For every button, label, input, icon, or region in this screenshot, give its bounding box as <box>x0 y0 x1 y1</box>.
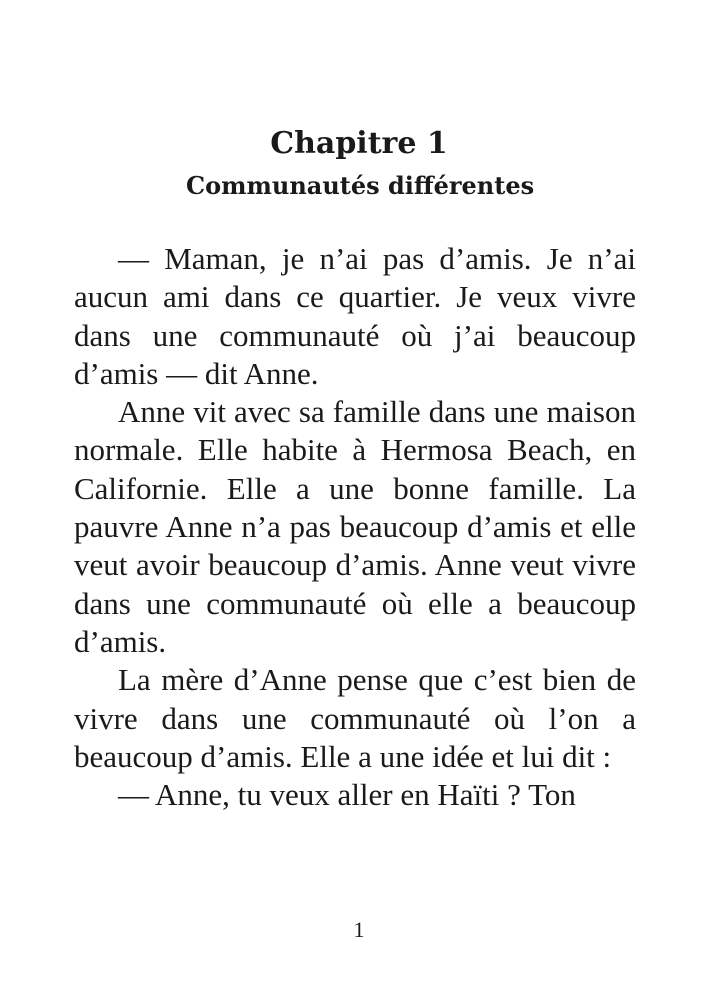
paragraph: La mère d’Anne pense que c’est bien de vivre dans une communauté où l’on a beaucoup d’amis. Elle a une idée et lui dit : <box>74 662 636 774</box>
chapter-number: Chapitre 1 <box>270 126 448 161</box>
paragraph: — Anne, tu veux aller en Haïti ? Ton <box>118 777 576 813</box>
chapter-title: Communautés différentes <box>186 171 535 200</box>
chapter-body <box>74 240 636 814</box>
paragraph: Anne vit avec sa famille dans une maison normale. Elle habite à Hermosa Beach, en Californie. Elle a une bonne famille. La pauvre Anne n’a pas beaucoup d’amis et elle veut avoir beaucoup d’amis. Anne veut vivre dans une communauté où elle a beaucoup d’amis. <box>74 394 636 659</box>
page-number: 1 <box>353 917 365 942</box>
paragraph: — Maman, je n’ai pas d’amis. Je n’ai aucun ami dans ce quartier. Je veux vivre dans une communauté où j’ai beaucoup d’amis — dit Anne. <box>74 241 636 391</box>
